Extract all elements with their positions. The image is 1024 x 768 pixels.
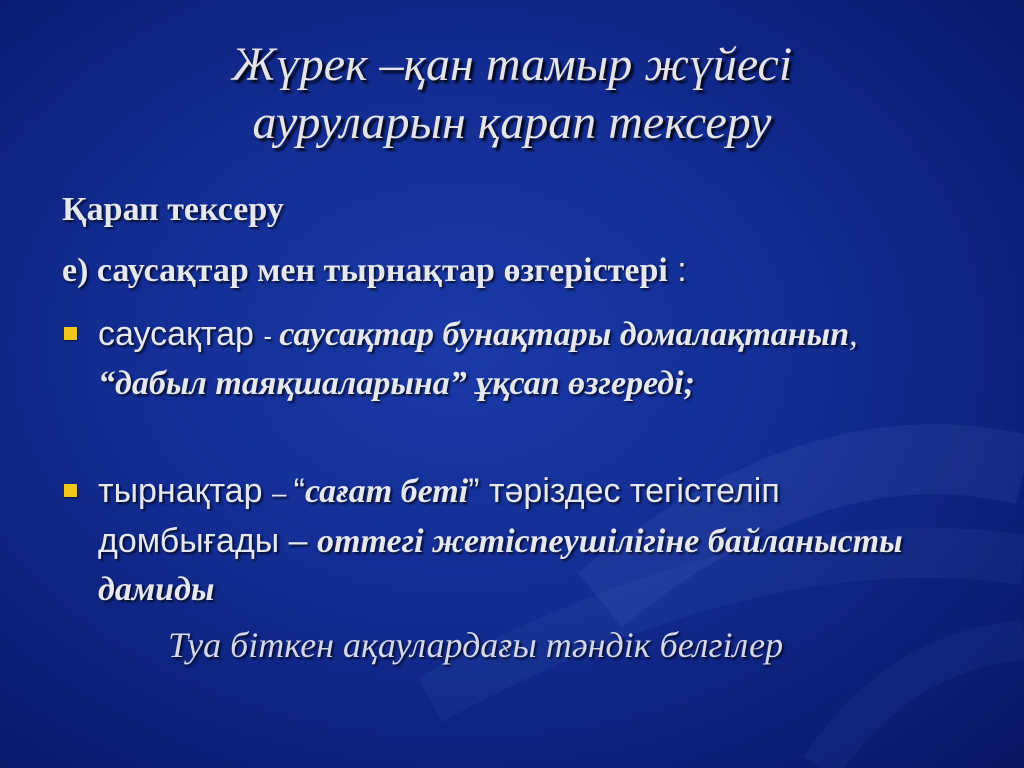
bullet-comma: , (849, 316, 858, 353)
footer-caption: Туа біткен ақаулардағы тәндік белгілер (168, 625, 784, 665)
title-line-1: Жүрек –қан тамыр жүйесі (231, 38, 793, 91)
title-line-2: ауруларын қарап тексеру (252, 96, 772, 149)
bullet-open-quote: “ (293, 472, 305, 510)
bullet-item-fingers (98, 310, 938, 408)
bullet-emphasis-2: “дабыл таяқшаларына” ұқсап өзгереді; (98, 365, 695, 402)
subheading-text: е) саусақтар мен тырнақтар өзгерістері (62, 252, 668, 289)
square-bullet-icon (64, 327, 77, 340)
bullet-emphasis-1: саусақтар бунақтары домалақтанып (279, 316, 850, 353)
bullet-emphasis-1: сағат беті (304, 473, 469, 510)
section-heading: Қарап тексеру (62, 191, 284, 228)
bullet-lead: тырнақтар (98, 472, 272, 510)
square-bullet-icon (64, 484, 77, 497)
bullet-emphasis-2: оттегі жетіспеушілігіне байланысты дамиды (98, 523, 903, 608)
bullet-lead: саусақтар (98, 315, 264, 353)
subheading-colon: : (667, 251, 687, 289)
bullet-dash: - (263, 321, 280, 351)
bullet-dash: – (271, 478, 294, 508)
section-subheading (62, 250, 687, 291)
slide-title (60, 36, 964, 152)
bullet-close-quote: ” тәріздес тегістеліп домбығады – (98, 472, 780, 560)
bullet-item-nails (98, 467, 938, 614)
